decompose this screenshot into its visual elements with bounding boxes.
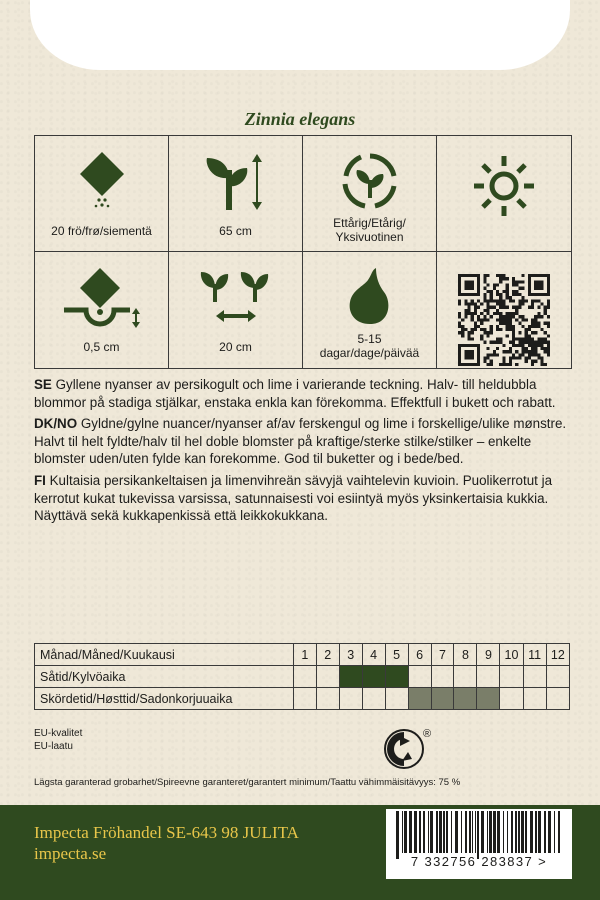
barcode-number: 7 332756 283837 > [410, 854, 548, 869]
calendar-cell [362, 666, 385, 688]
seed-count-label: 20 frö/frø/siementä [51, 224, 152, 238]
germination-guarantee: Lägsta garanterad grobarhet/Spireevne garanteret/garantert minimum/Taattu vähimmäisitävyys: 75 % [34, 777, 461, 788]
eu-quality [34, 727, 82, 753]
sun-icon [472, 154, 536, 218]
sowing-depth-cell [35, 252, 169, 368]
company-address: Impecta Fröhandel SE-643 98 JULITA [34, 823, 299, 842]
lifecycle-label [303, 216, 436, 244]
calendar-row [35, 666, 570, 688]
calendar-cell [431, 688, 454, 710]
calendar-cell [523, 666, 546, 688]
lang-code-fi: FI [34, 472, 46, 488]
calendar-cell [500, 666, 523, 688]
packet-cutout [30, 0, 570, 70]
month-7: 7 [431, 644, 454, 666]
calendar-cell [339, 688, 362, 710]
height-label: 65 cm [219, 224, 252, 238]
company-website: impecta.se [34, 844, 107, 863]
calendar-cell [293, 688, 316, 710]
spacing-cell [169, 252, 303, 368]
calendar-cell [316, 666, 339, 688]
registered-mark: ® [423, 728, 432, 740]
barcode-bars [386, 809, 572, 859]
lang-code-se: SE [34, 377, 52, 392]
month-12: 12 [546, 644, 569, 666]
germination-seed-icon [346, 266, 394, 326]
plant-height-icon [201, 150, 271, 214]
calendar-cell [408, 666, 431, 688]
calendar-cell [362, 688, 385, 710]
month-9: 9 [477, 644, 500, 666]
germination-cell [303, 252, 437, 368]
calendar-row [35, 688, 570, 710]
species-name: Zinnia elegans [244, 109, 356, 129]
height-cell [169, 136, 303, 252]
calendar-cell [477, 666, 500, 688]
plant-spacing-icon [198, 266, 274, 328]
description-block [34, 376, 570, 529]
calendar-cell [477, 688, 500, 710]
description-dk-no-text: Gyldne/gylne nuancer/nyanser af/av ferskengul og lime i forskellige/ulike mønstre. Halvt til helt fyldte/halv til hel doble blomster på kraftige/sterke stilke/stilker – enkelte blomster uden/uten fylde kan forekomme. God til buketter og i bede/bed. [34, 416, 567, 467]
description-se-text: Gyllene nyanser av persikogult och lime i varierande teckning. Halv- till heldubbla blommor på stadiga stjälkar, enstaka enkla kan förekomma. Effektfull i bukett och rabatt. [34, 377, 556, 410]
calendar-cell [385, 688, 408, 710]
info-grid [34, 135, 572, 369]
seed-packet-icon [72, 150, 132, 210]
recycle-green-dot-icon [382, 727, 438, 771]
calendar-header-label: Månad/Måned/Kuukausi [35, 644, 294, 666]
eu-quality-fi: EU-laatu [34, 741, 73, 752]
eu-quality-se: EU-kvalitet [34, 728, 83, 739]
description-se [34, 376, 570, 411]
calendar-cell [431, 666, 454, 688]
calendar-cell [293, 666, 316, 688]
calendar-header-row [35, 644, 570, 666]
calendar-cell [408, 688, 431, 710]
month-11: 11 [523, 644, 546, 666]
sowing-depth-icon [60, 266, 144, 332]
description-fi-text: Kultaisia persikankeltaisen ja limenvihreän sävyjä vaihtelevin kuvioin. Puolikerrotut ja kerrotut kukat tukevissa varsissa, satunnaisesti voi esiintyä myös yksinkertaisia kukkia. Näyttävä sekä kukkapenkissä että leikkokukkana. [34, 472, 553, 524]
spacing-label: 20 cm [219, 340, 252, 354]
calendar-cell [546, 666, 569, 688]
month-2: 2 [316, 644, 339, 666]
month-5: 5 [385, 644, 408, 666]
calendar-row-label: Skördetid/Høsttid/Sadonkorjuuaika [35, 688, 294, 710]
seed-count-cell [35, 136, 169, 252]
month-1: 1 [293, 644, 316, 666]
lifecycle-cell [303, 136, 437, 252]
month-4: 4 [362, 644, 385, 666]
month-10: 10 [500, 644, 523, 666]
month-3: 3 [339, 644, 362, 666]
calendar-cell [316, 688, 339, 710]
qr-code-icon [458, 274, 550, 366]
month-6: 6 [408, 644, 431, 666]
annual-cycle-icon [339, 150, 401, 212]
description-dk-no [34, 415, 570, 468]
lang-code-dk-no: DK/NO [34, 416, 78, 432]
calendar-cell [546, 688, 569, 710]
germination-text: 5-15 dagar/dage/päivää [319, 332, 420, 360]
green-dot-logo [382, 727, 438, 776]
company-info [34, 822, 299, 864]
sowing-depth-label: 0,5 cm [83, 340, 120, 354]
calendar-cell [523, 688, 546, 710]
calendar-row-label: Såtid/Kylvöaika [35, 666, 294, 688]
lifecycle-text: Ettårig/Etårig/ Yksivuotinen [333, 216, 406, 244]
germination-label [303, 332, 436, 360]
sun-cell [437, 136, 571, 252]
calendar-cell [385, 666, 408, 688]
calendar-cell [500, 688, 523, 710]
calendar-cell [454, 688, 477, 710]
sowing-calendar [34, 643, 570, 710]
calendar-cell [454, 666, 477, 688]
month-8: 8 [454, 644, 477, 666]
qr-cell [437, 252, 571, 368]
description-fi [34, 472, 570, 525]
calendar-cell [339, 666, 362, 688]
